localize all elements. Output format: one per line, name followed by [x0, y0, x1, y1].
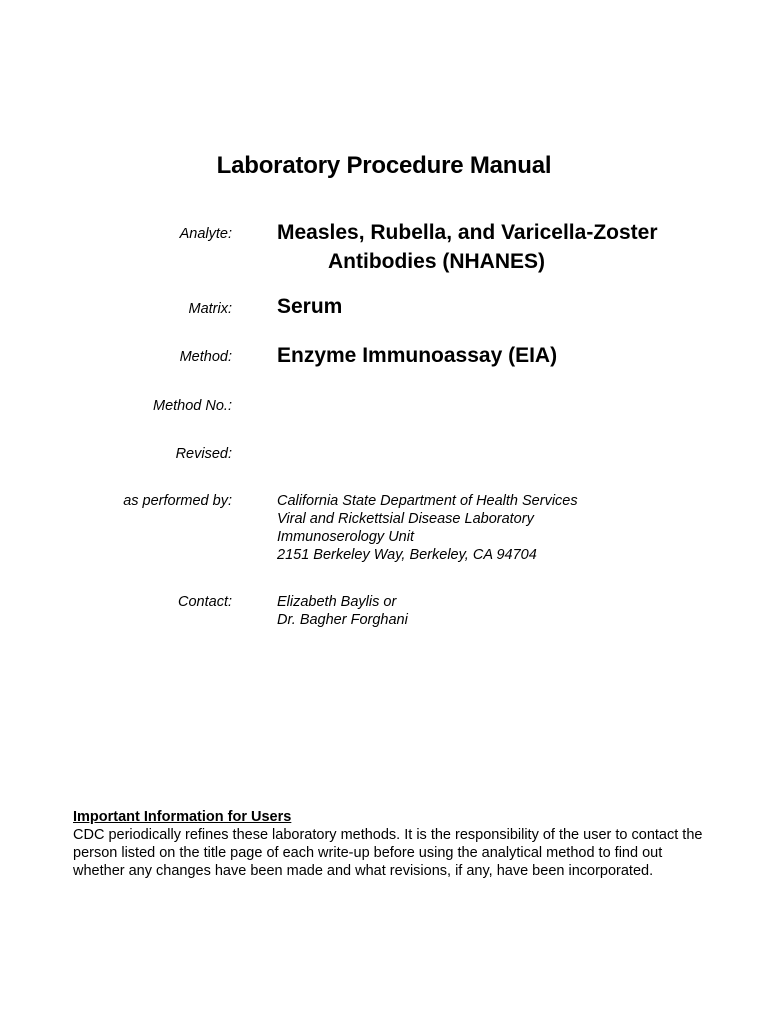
matrix-label: Matrix:	[188, 301, 232, 317]
notice-heading: Important Information for Users	[73, 809, 292, 825]
performed-by-line: Immunoserology Unit	[277, 529, 414, 545]
analyte-value	[277, 218, 658, 276]
method-label: Method:	[179, 349, 232, 365]
important-notice	[73, 808, 713, 880]
contact-label: Contact:	[178, 594, 232, 610]
notice-body: CDC periodically refines these laboratory methods. It is the responsibility of the user to contact the person listed on the title page of each write-up before using the analytical method to find out whether any changes have been made and what revisions, if any, have been incorporated.	[73, 827, 703, 879]
revised-label: Revised:	[175, 446, 232, 462]
matrix-value: Serum	[277, 295, 343, 318]
method-no-label: Method No.:	[153, 398, 232, 414]
performed-by-line: California State Department of Health Services	[277, 493, 578, 509]
analyte-value-line1: Measles, Rubella, and Varicella-Zoster	[277, 221, 658, 244]
performed-by-value	[277, 492, 578, 564]
performed-by-label: as performed by:	[123, 493, 232, 509]
contact-line: Elizabeth Baylis or	[277, 594, 397, 610]
method-value: Enzyme Immunoassay (EIA)	[277, 344, 558, 367]
contact-line: Dr. Bagher Forghani	[277, 612, 408, 628]
page-title	[0, 152, 770, 180]
analyte-label: Analyte:	[179, 226, 232, 242]
contact-value	[277, 593, 408, 629]
performed-by-line: 2151 Berkeley Way, Berkeley, CA 94704	[277, 547, 537, 563]
performed-by-line: Viral and Rickettsial Disease Laboratory	[277, 511, 534, 527]
analyte-value-line2: Antibodies (NHANES)	[328, 250, 545, 273]
page-title-text: Laboratory Procedure Manual	[216, 152, 552, 179]
